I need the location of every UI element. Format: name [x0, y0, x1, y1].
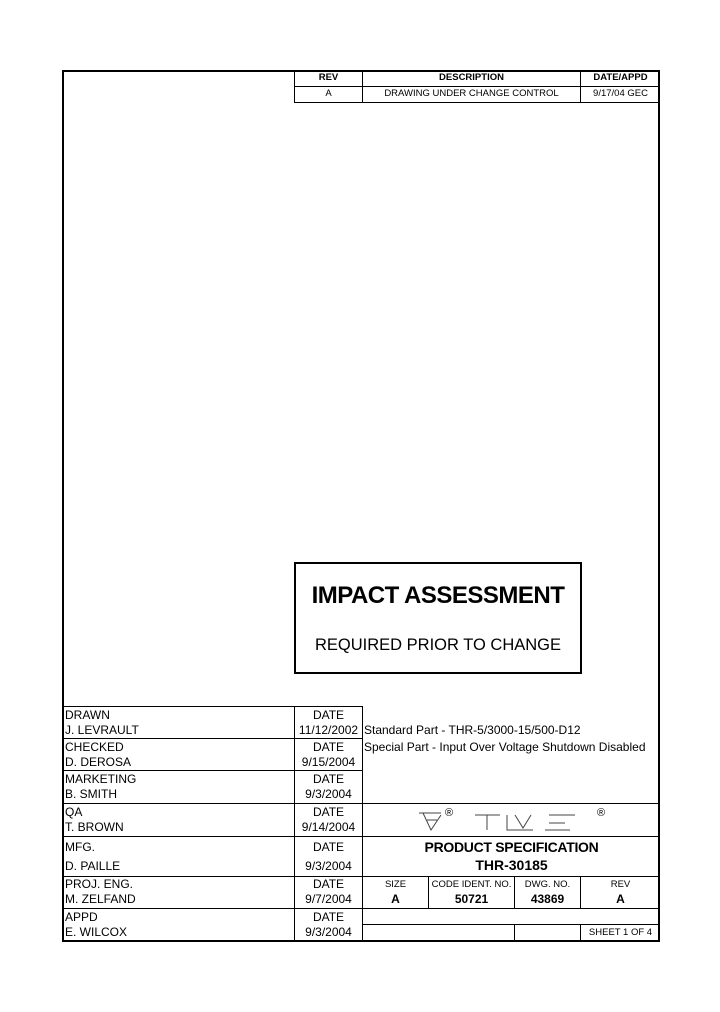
date-appd-value: 9/17/04 GEC [593, 88, 648, 99]
date-label: DATE [312, 910, 345, 924]
date-label: DATE [312, 708, 345, 722]
size-value: A [391, 892, 400, 906]
divider [294, 86, 660, 87]
signature-date: 9/3/2004 [305, 925, 352, 939]
divider [62, 803, 660, 804]
signature-role: QA [65, 805, 83, 819]
company-logo-mark [415, 806, 615, 836]
rev-label: REV [610, 879, 631, 890]
signature-role: CHECKED [65, 740, 124, 754]
date-label: DATE [312, 805, 345, 819]
signature-date: 9/7/2004 [305, 892, 352, 906]
signature-name: E. WILCOX [65, 925, 128, 939]
signature-role: MFG. [65, 840, 95, 854]
date-label: DATE [312, 772, 345, 786]
divider [62, 908, 660, 909]
description-value: DRAWING UNDER CHANGE CONTROL [384, 88, 559, 99]
impact-subtitle: REQUIRED PRIOR TO CHANGE [314, 636, 561, 654]
signature-date: 9/3/2004 [305, 859, 352, 873]
signature-name: T. BROWN [65, 820, 124, 834]
dwg-no-value: 43869 [530, 892, 565, 906]
registered-mark: ® [597, 807, 606, 819]
standard-part-note: Standard Part - THR-5/3000-15/500-D12 [364, 723, 581, 737]
signature-name: B. SMITH [65, 787, 118, 801]
signature-date: 9/14/2004 [301, 820, 356, 834]
date-appd-header: DATE/APPD [593, 72, 648, 83]
signature-date: 9/15/2004 [301, 755, 356, 769]
size-label: SIZE [384, 879, 407, 890]
signature-role: MARKETING [65, 772, 137, 786]
impact-assessment-box [294, 562, 582, 674]
divider [294, 102, 660, 103]
signature-role: DRAWN [65, 708, 110, 722]
special-part-note: Special Part - Input Over Voltage Shutdown Disabled [364, 740, 646, 754]
divider [362, 924, 660, 925]
signature-date: 11/12/2002 [298, 723, 359, 737]
divider [62, 770, 362, 771]
part-number: THR-30185 [475, 857, 548, 873]
registered-mark: ® [445, 807, 454, 819]
divider [62, 706, 362, 707]
signature-date: 9/3/2004 [305, 787, 352, 801]
impact-title: IMPACT ASSESSMENT [311, 582, 565, 609]
rev-header: REV [318, 72, 339, 83]
code-ident-label: CODE IDENT. NO. [431, 879, 512, 890]
signature-name: J. LEVRAULT [65, 723, 139, 737]
divider [62, 738, 362, 739]
code-ident-value: 50721 [454, 892, 489, 906]
date-label: DATE [312, 877, 345, 891]
rev-value: A [325, 88, 332, 99]
signature-role: PROJ. ENG. [65, 877, 134, 891]
rev-value: A [616, 892, 625, 906]
divider [362, 706, 363, 942]
signature-name: D. DEROSA [65, 755, 132, 769]
company-logo [415, 806, 615, 836]
description-header: DESCRIPTION [439, 72, 504, 83]
sheet-number: SHEET 1 OF 4 [588, 927, 653, 938]
dwg-no-label: DWG. NO. [524, 879, 571, 890]
divider [514, 924, 515, 942]
document-title: PRODUCT SPECIFICATION [424, 839, 599, 855]
date-label: DATE [312, 840, 345, 854]
divider [62, 836, 660, 837]
signature-role: APPD [65, 910, 98, 924]
signature-name: D. PAILLE [65, 859, 121, 873]
date-label: DATE [312, 740, 345, 754]
signature-name: M. ZELFAND [65, 892, 136, 906]
